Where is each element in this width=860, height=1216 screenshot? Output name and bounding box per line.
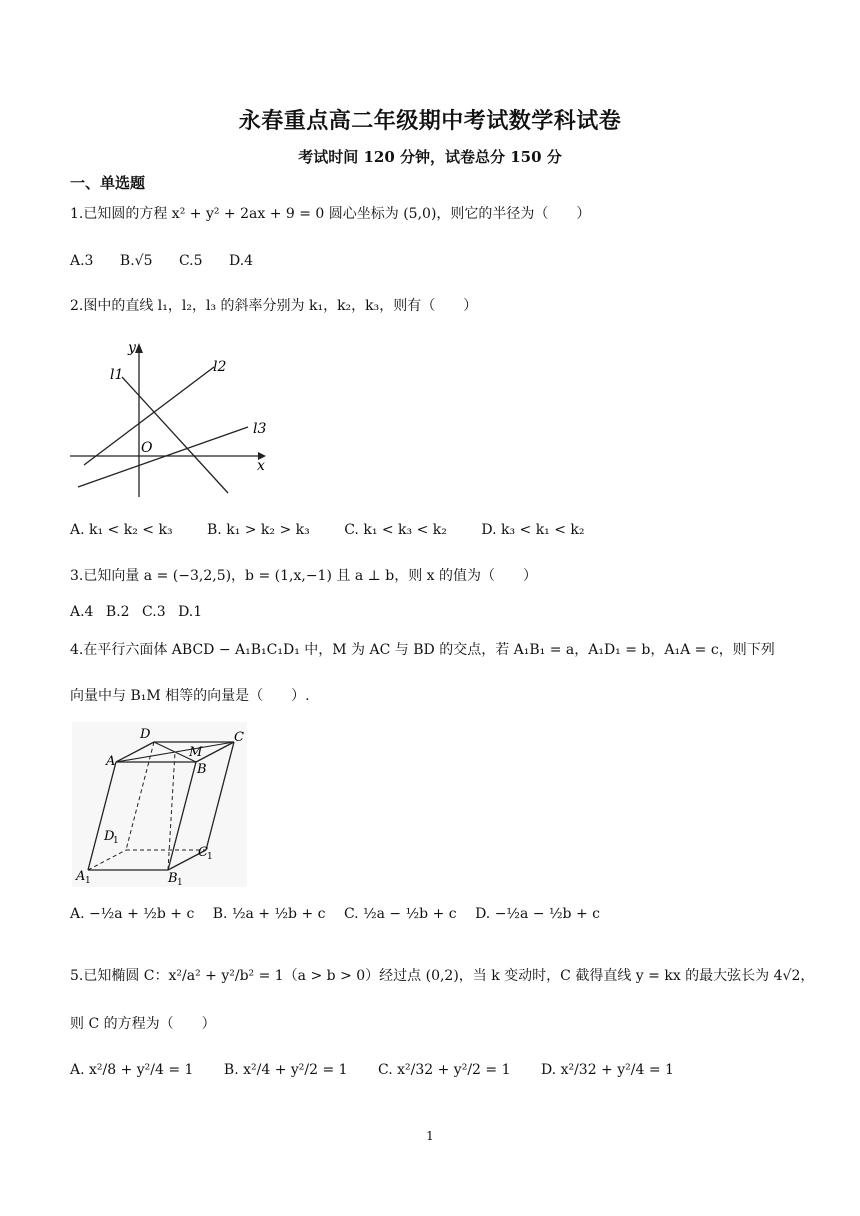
vertex-m: M xyxy=(189,745,203,760)
question-3-stem: 3.已知向量 a = (−3,2,5)，b = (1,x,−1) 且 a ⊥ b，则 x 的值为（ ） xyxy=(70,568,537,584)
page-number: 1 xyxy=(426,1129,434,1143)
vertex-c: C xyxy=(234,730,244,745)
question-4-options xyxy=(70,906,622,922)
question-5-stem-line2: 则 C 的方程为（ ） xyxy=(70,1016,216,1032)
option-c: C. k₁ < k₃ < k₂ xyxy=(344,522,447,538)
option-b: B.2 xyxy=(105,604,130,620)
question-1-stem: 1.已知圆的方程 x² + y² + 2ax + 9 = 0 圆心坐标为 (5,0)，则它的半径为（ ） xyxy=(70,206,591,222)
x-axis-label: x xyxy=(257,458,265,474)
option-c: C.3 xyxy=(142,604,166,620)
vertex-a1-sub: 1 xyxy=(85,876,91,886)
option-c: C. x²/32 + y²/2 = 1 xyxy=(378,1062,511,1078)
question-4-stem-line2: 向量中与 B₁M 相等的向量是（ ）. xyxy=(70,688,310,704)
option-b: B.√5 xyxy=(119,253,153,269)
option-c: C. ½a − ½b + c xyxy=(343,906,457,922)
origin-label: O xyxy=(141,440,153,456)
option-d: D. k₃ < k₁ < k₂ xyxy=(481,522,585,538)
option-b: B. k₁ > k₂ > k₃ xyxy=(207,522,310,538)
vertex-a: A xyxy=(106,754,116,769)
option-a: A. −½a + ½b + c xyxy=(70,906,195,922)
question-2-stem: 2.图中的直线 l₁，l₂，l₃ 的斜率分别为 k₁，k₂，k₃，则有（ ） xyxy=(70,298,478,314)
page-title: 永春重点高二年级期中考试数学科试卷 xyxy=(238,108,622,134)
question-1-options xyxy=(70,253,275,269)
option-a: A.4 xyxy=(70,604,94,620)
option-b: B. x²/4 + y²/2 = 1 xyxy=(223,1062,348,1078)
y-axis-label: y xyxy=(128,340,136,356)
option-c: C.5 xyxy=(178,253,203,269)
vertex-d1: D xyxy=(104,829,115,844)
vertex-c1: C xyxy=(198,845,208,860)
l3-label: l3 xyxy=(253,421,267,437)
option-a: A.3 xyxy=(70,253,94,269)
question-5-options xyxy=(70,1062,696,1078)
vertex-b1: B xyxy=(168,871,178,886)
option-b: B. ½a + ½b + c xyxy=(212,906,326,922)
question-5-stem-line1: 5.已知椭圆 C：x²/a² + y²/b² = 1（a > b > 0）经过点 (0,2)，当 k 变动时，C 截得直线 y = kx 的最大弦长为 4√2， xyxy=(70,968,815,984)
option-d: D. x²/32 + y²/4 = 1 xyxy=(540,1062,674,1078)
option-d: D.1 xyxy=(178,604,203,620)
parallelepiped-figure xyxy=(72,722,247,887)
vertex-a1: A xyxy=(76,869,86,884)
vertex-d: D xyxy=(140,727,151,742)
vertex-d1-sub: 1 xyxy=(113,836,119,846)
l2-label: l2 xyxy=(213,359,227,375)
option-d: D.4 xyxy=(228,253,254,269)
option-d: D. −½a − ½b + c xyxy=(475,906,600,922)
l1-label: l1 xyxy=(110,367,124,383)
question-4-stem-line1: 4.在平行六面体 ABCD − A₁B₁C₁D₁ 中，M 为 AC 与 BD 的交点，若 A₁B₁ = a，A₁D₁ = b，A₁A = c，则下列 xyxy=(70,642,775,658)
lines-slope-figure xyxy=(68,335,283,500)
option-a: A. k₁ < k₂ < k₃ xyxy=(70,522,173,538)
question-3-options xyxy=(70,604,224,620)
vertex-b1-sub: 1 xyxy=(177,878,183,887)
option-a: A. x²/8 + y²/4 = 1 xyxy=(70,1062,194,1078)
section-heading: 一、单选题 xyxy=(70,174,146,192)
vertex-b: B xyxy=(197,762,207,777)
exam-info: 考试时间 120 分钟，试卷总分 150 分 xyxy=(298,148,562,166)
question-2-options xyxy=(70,522,607,538)
vertex-c1-sub: 1 xyxy=(207,852,213,862)
